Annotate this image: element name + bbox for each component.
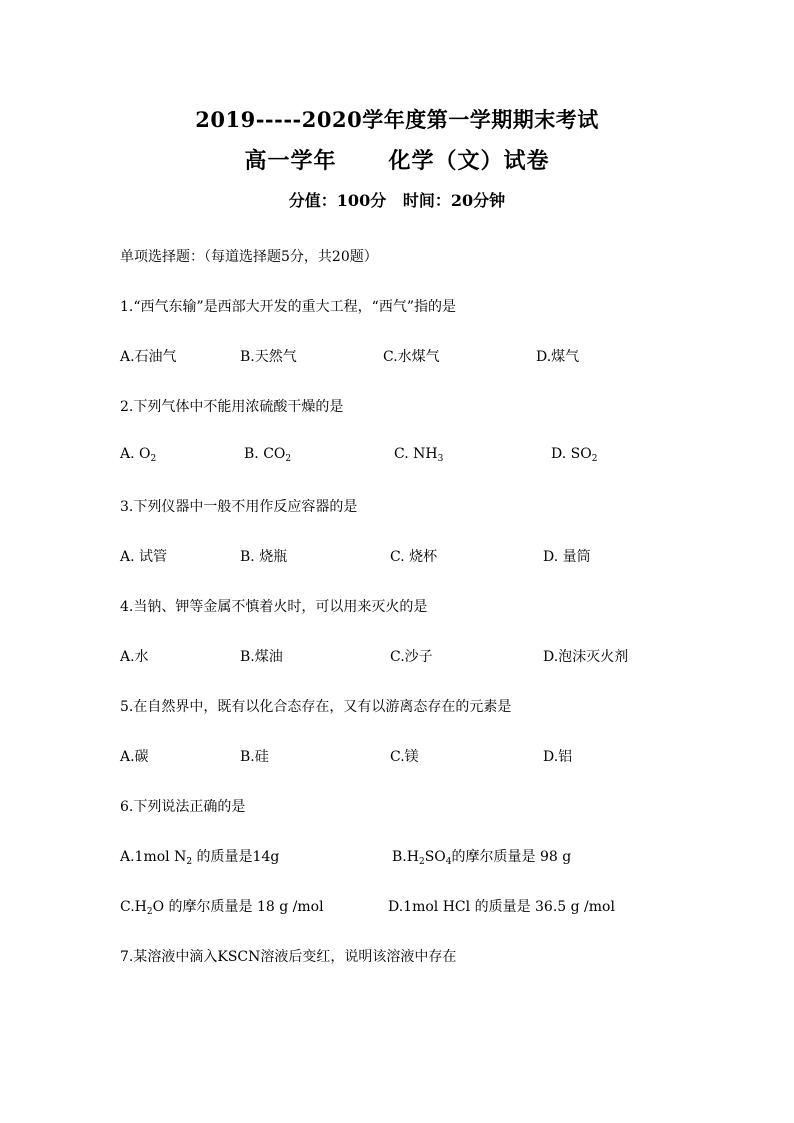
section-label: 单项选择题：（每道选择题5分，共20题） [120, 249, 378, 265]
q2-option-c-text: C. NH [394, 446, 438, 462]
exam-title: 2019-----2020学年度第一学期期末考试 [195, 107, 599, 132]
q6-option-b-pre: B.H [392, 849, 419, 865]
q6-option-b-mid: SO [424, 849, 446, 865]
q2-option-d [551, 446, 597, 462]
question-1-stem: 1.“西气东输”是西部大开发的重大工程，“西气”指的是 [120, 299, 456, 315]
q2-option-d-sub: 2 [591, 454, 598, 464]
q5-option-d: D.铝 [543, 749, 573, 765]
question-5-stem: 5.在自然界中，既有以化合态存在，又有以游离态存在的元素是 [120, 699, 512, 715]
q2-option-d-text: D. SO [551, 446, 592, 462]
q3-option-a: A. 试管 [120, 549, 168, 565]
q6-option-b-sub: 2 [418, 857, 425, 867]
q3-option-d: D. 量筒 [543, 549, 591, 565]
q5-option-a: A.碳 [120, 749, 149, 765]
q6-option-c-pre: C.H [120, 899, 147, 915]
q1-option-d: D.煤气 [536, 349, 580, 365]
q4-option-c: C.沙子 [390, 649, 433, 665]
question-4-stem: 4.当钠、钾等金属不慎着火时，可以用来灭火的是 [120, 599, 428, 615]
q2-option-c-sub: 3 [437, 454, 444, 464]
exam-subtitle: 高一学年 化学（文）试卷 [244, 148, 550, 174]
q6-option-a [120, 846, 279, 866]
q6-option-a-pre: A.1mol N [120, 849, 187, 865]
q2-option-a-sub: 2 [150, 454, 157, 464]
q6-option-a-sub: 2 [186, 857, 193, 867]
exam-meta: 分值：100分 时间：20分钟 [288, 191, 506, 210]
q6-option-b-sub2: 4 [445, 857, 452, 867]
q5-option-b: B.硅 [240, 749, 269, 765]
question-6-stem: 6.下列说法正确的是 [120, 799, 246, 815]
question-2-stem: 2.下列气体中不能用浓硫酸干燥的是 [120, 399, 344, 415]
q2-option-a [120, 446, 156, 462]
q6-option-b [392, 846, 571, 866]
q2-option-a-text: A. O [120, 446, 151, 462]
q1-option-a: A.石油气 [120, 349, 177, 365]
q3-option-c: C. 烧杯 [390, 549, 438, 565]
q6-option-d [388, 896, 615, 916]
question-3-stem: 3.下列仪器中一般不用作反应容器的是 [120, 499, 358, 515]
q1-option-c: C.水煤气 [383, 349, 440, 365]
q4-option-d: D.泡沫灭火剂 [543, 649, 629, 665]
q6-option-b-post: 的摩尔质量是 98 g [451, 849, 572, 865]
q2-option-b-sub: 2 [285, 454, 292, 464]
q6-option-c-sub: 2 [146, 907, 153, 917]
question-7-stem: 7.某溶液中滴入KSCN溶液后变红，说明该溶液中存在 [120, 949, 457, 965]
q5-option-c: C.镁 [390, 749, 419, 765]
q4-option-a: A.水 [120, 649, 149, 665]
q6-option-d-pre: D.1mol HCl [388, 899, 471, 915]
q1-option-b: B.天然气 [240, 349, 297, 365]
q6-option-c-post: O 的摩尔质量是 18 g /mol [152, 899, 324, 915]
q3-option-b: B. 烧瓶 [240, 549, 288, 565]
q2-option-b-text: B. CO [244, 446, 286, 462]
q4-option-b: B.煤油 [240, 649, 283, 665]
q6-option-a-post: 的质量是14g [192, 849, 280, 865]
q2-option-b [244, 446, 291, 462]
q2-option-c [394, 446, 443, 462]
q6-option-d-post: 的质量是 36.5 g /mol [470, 899, 615, 915]
q6-option-c [120, 896, 324, 916]
